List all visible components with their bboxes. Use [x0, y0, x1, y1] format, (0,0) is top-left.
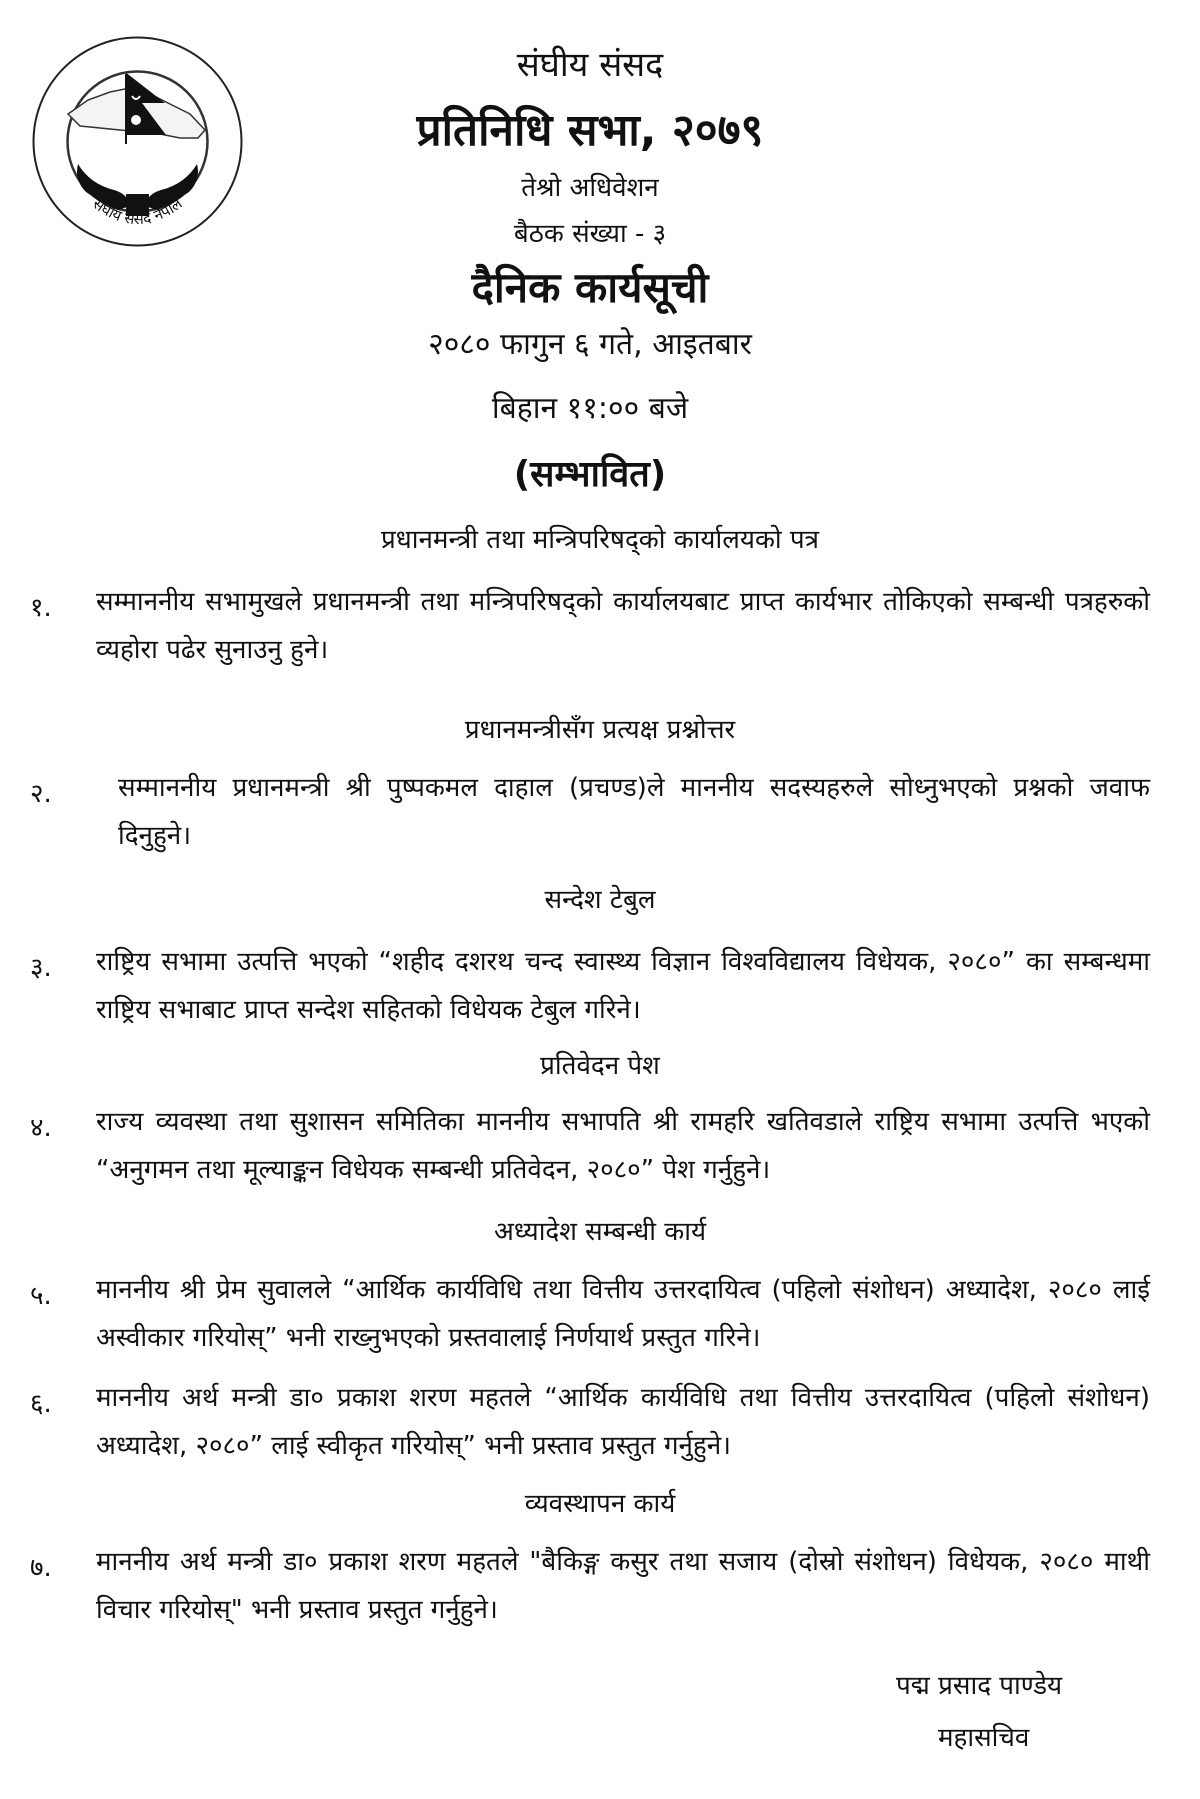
page-title: दैनिक कार्यसूची	[471, 263, 709, 312]
parliament-seal	[30, 34, 245, 249]
parliament-name: संघीय संसद	[516, 45, 664, 85]
section-heading: सन्देश टेबुल	[544, 885, 656, 915]
agenda-item: सम्माननीय सभामुखले प्रधानमन्त्री तथा मन्त्रिपरिषद्को कार्यालयबाट प्राप्त कार्यभार तोकिएको सम्बन्धी पत्रहरुको व्यहोरा पढेर सुनाउनु हुने।	[96, 587, 1150, 665]
section-heading: प्रधानमन्त्रीसँग प्रत्यक्ष प्रश्नोत्तर	[464, 715, 736, 745]
agenda-item: सम्माननीय प्रधानमन्त्री श्री पुष्पकमल दाहाल (प्रचण्ड)ले माननीय सदस्यहरुले सोध्नुभएको प्रश्नको जवाफ दिनुहुने।	[118, 773, 1150, 851]
item-number: ४.	[30, 1113, 52, 1143]
section-heading: व्यवस्थापन कार्य	[524, 1489, 676, 1519]
signatory-name: पद्म प्रसाद पाण्डेय	[896, 1671, 1063, 1701]
section-heading: प्रतिवेदन पेश	[540, 1051, 660, 1081]
signatory-designation: महासचिव	[938, 1723, 1030, 1753]
session-label: तेश्रो अधिवेशन	[521, 173, 659, 203]
agenda-item: राष्ट्रिय सभामा उत्पत्ति भएको “शहीद दशरथ चन्द स्वास्थ्य विज्ञान विश्वविद्यालय विधेयक, २०८०” का सम्बन्धमा राष्ट्रिय सभाबाट प्राप्त सन्देश सहितको विधेयक टेबुल गरिने।	[96, 947, 1150, 1025]
agenda-item: राज्य व्यवस्था तथा सुशासन समितिका माननीय सभापति श्री रामहरि खतिवडाले राष्ट्रिय सभामा उत्पत्ति भएको “अनुगमन तथा मूल्याङ्कन विधेयक सम्बन्धी प्रतिवेदन, २०८०” पेश गर्नुहुने।	[96, 1107, 1150, 1185]
agenda-time: बिहान ११:०० बजे	[491, 391, 689, 426]
house-title: प्रतिनिधि सभा, २०७९	[416, 105, 764, 156]
meeting-number: बैठक संख्या - ३	[513, 219, 667, 249]
probable-label: (सम्भावित)	[513, 454, 667, 495]
item-number: ५.	[30, 1281, 52, 1311]
section-heading: अध्यादेश सम्बन्धी कार्य	[493, 1217, 707, 1247]
agenda-item: माननीय अर्थ मन्त्री डा० प्रकाश शरण महतले "बैकिङ्ग कसुर तथा सजाय (दोस्रो संशोधन) विधेयक, २०८० माथी विचार गरियोस्" भनी प्रस्ताव प्रस्तुत गर्नुहुने।	[96, 1547, 1150, 1625]
item-number: ७.	[30, 1553, 52, 1583]
item-number: २.	[30, 779, 52, 809]
item-number: ६.	[30, 1389, 52, 1419]
section-heading: प्रधानमन्त्री तथा मन्त्रिपरिषद्को कार्यालयको पत्र	[380, 525, 820, 555]
agenda-item: माननीय अर्थ मन्त्री डा० प्रकाश शरण महतले “आर्थिक कार्यविधि तथा वित्तीय उत्तरदायित्व (पहिलो संशोधन) अध्यादेश, २०८०” लाई स्वीकृत गरियोस्” भनी प्रस्ताव प्रस्तुत गर्नुहुने।	[96, 1383, 1150, 1461]
agenda-date: २०८० फागुन ६ गते, आइतबार	[428, 327, 752, 362]
item-number: १.	[30, 593, 52, 623]
item-number: ३.	[30, 953, 52, 983]
seal-caption: संघीय संसद नेपाल	[89, 194, 186, 229]
agenda-item: माननीय श्री प्रेम सुवालले “आर्थिक कार्यविधि तथा वित्तीय उत्तरदायित्व (पहिलो संशोधन) अध्यादेश, २०८० लाई अस्वीकार गरियोस्” भनी राख्नुभएको प्रस्तवालाई निर्णयार्थ प्रस्तुत गरिने।	[96, 1275, 1150, 1353]
emblem-icon	[30, 34, 245, 249]
